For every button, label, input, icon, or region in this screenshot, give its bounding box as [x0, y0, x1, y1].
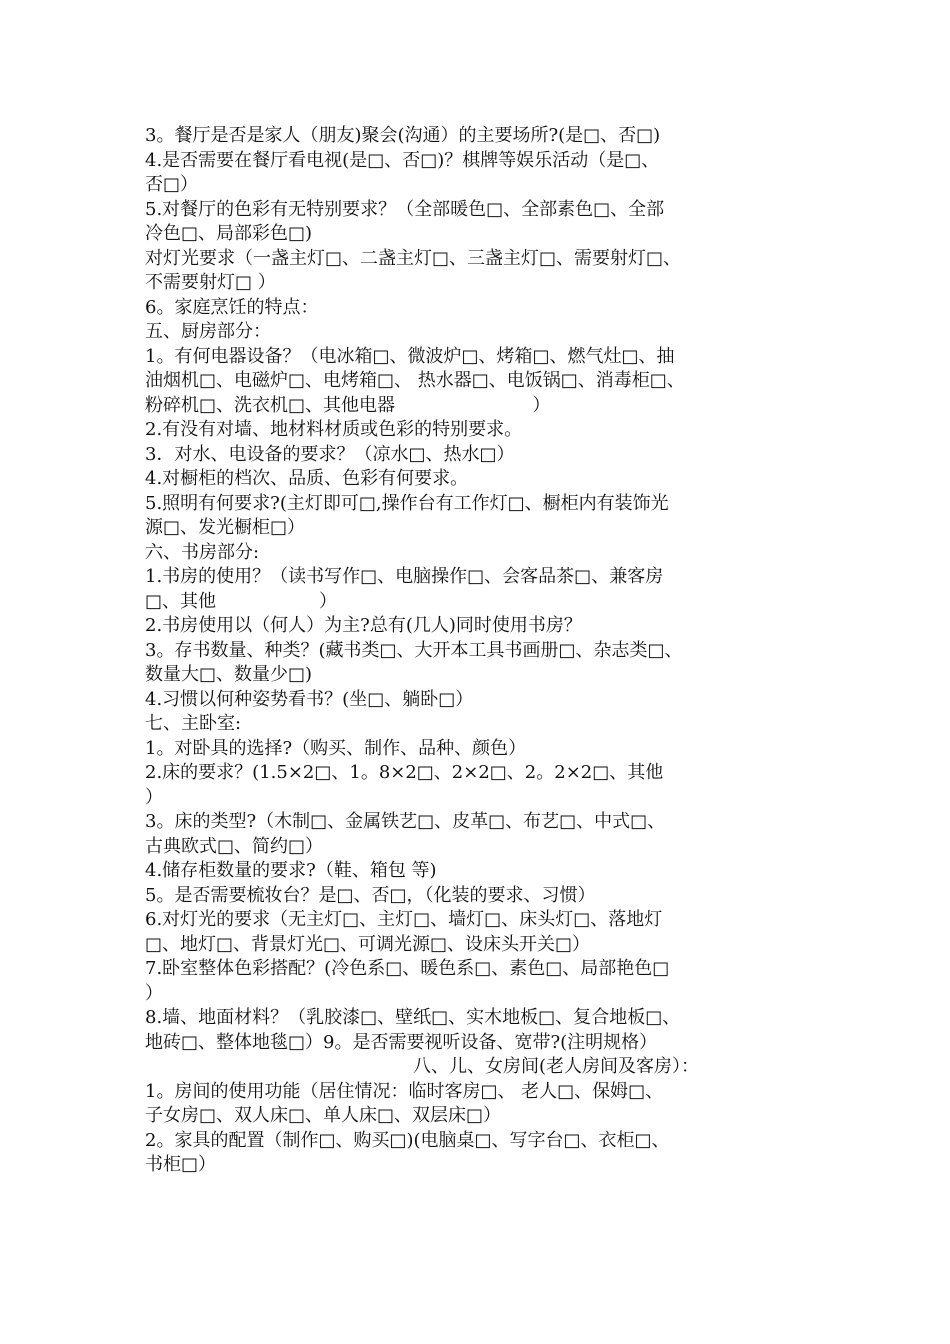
text-line: 5.照明有何要求?(主灯即可□,操作台有工作灯□、橱柜内有装饰光 [145, 492, 669, 514]
text-line: 8.墙、地面材料？（乳胶漆□、壁纸□、实木地板□、复合地板□、 [145, 1007, 681, 1028]
document-body [145, 124, 835, 1178]
text-line: 地砖□、整体地毯□）9。是否需要视听设备、宽带?(注明规格） [145, 1031, 658, 1053]
text-line: 对灯光要求（一盏主灯□、二盏主灯□、三盏主灯□、需要射灯□、 [145, 247, 682, 269]
text-line: 5。是否需要梳妆台？是□、否□，（化装的要求、习惯） [145, 884, 596, 906]
text-line: ） [145, 786, 163, 808]
text-line: 4.对橱柜的档次、品质、色彩有何要求。 [145, 468, 469, 489]
text-line: 3。存书数量、种类？(藏书类□、大开本工具书画册□、杂志类□、 [145, 639, 683, 661]
text-line: 冷色□、局部彩色□) [145, 223, 313, 244]
text-line: 不需要射灯□ ） [145, 272, 276, 293]
text-line: 7.卧室整体色彩搭配？(冷色系□、暖色系□、素色□、局部艳色□ [145, 958, 670, 979]
text-line: 2.有没有对墙、地材料材质或色彩的特别要求。 [145, 419, 523, 440]
text-line: 3．对水、电设备的要求？（凉水□、热水□） [145, 443, 515, 465]
text-line: 5.对餐厅的色彩有无特别要求？（全部暖色□、全部素色□、全部 [145, 198, 665, 220]
text-line: 古典欧式□、简约□） [145, 835, 324, 857]
text-line: □、其他 ） [145, 590, 337, 612]
text-line: 2.书房使用以（何人）为主?总有(几人)同时使用书房？ [145, 615, 582, 636]
text-line: 源□、发光橱柜□） [145, 517, 306, 538]
text-line: 否□） [145, 174, 199, 195]
section-heading-master-bedroom: 七、主卧室: [145, 713, 242, 734]
text-line: 4.是否需要在餐厅看电视(是□、否□)？棋牌等娱乐活动（是□、 [145, 149, 660, 171]
text-line: 2。家具的配置（制作□、购买□)(电脑桌□、写字台□、衣柜□、 [145, 1129, 670, 1151]
text-line: 子女房□、双人床□、单人床□、双层床□） [145, 1105, 502, 1126]
text-line: 1.书房的使用？（读书写作□、电脑操作□、会客品茶□、兼客房 [145, 566, 664, 587]
text-line: 1。有何电器设备？（电冰箱□、微波炉□、烤箱□、燃气灶□、抽 [145, 345, 675, 367]
section-heading-children-room: 八、儿、女房间(老人房间及客房）： [413, 1056, 700, 1077]
text-line: 6。家庭烹饪的特点： [145, 296, 319, 318]
text-line: 3。餐厅是否是家人（朋友)聚会(沟通）的主要场所?(是□、否□) [145, 125, 661, 146]
text-line: 书柜□） [145, 1154, 217, 1175]
text-line: 粉碎机□、洗衣机□、其他电器 ） [145, 394, 551, 416]
text-line: 数量大□、数量少□) [145, 664, 313, 685]
text-line: 3。床的类型?（木制□、金属铁艺□、皮革□、布艺□、中式□、 [145, 811, 666, 832]
text-line: 6.对灯光的要求（无主灯□、主灯□、墙灯□、床头灯□、落地灯 [145, 909, 663, 930]
section-heading-study: 六、书房部分: [145, 541, 260, 563]
text-line: 1。房间的使用功能（居住情况：临时客房□、 老人□、保姆□、 [145, 1080, 664, 1102]
text-line: 1。对卧具的选择?（购买、制作、品种、颜色） [145, 737, 527, 759]
text-line: 4.储存柜数量的要求?（鞋、箱包 等) [145, 860, 437, 881]
text-line: 油烟机□、电磁炉□、电烤箱□、 热水器□、电饭锅□、消毒柜□、 [145, 370, 685, 391]
section-heading-kitchen: 五、厨房部分： [145, 321, 271, 342]
text-line: 2.床的要求？(1.5×2□、1。8×2□、2×2□、2。2×2□、其他 [145, 762, 664, 783]
text-line: ） [145, 982, 163, 1004]
text-line: □、地灯□、背景灯光□、可调光源□、设床头开关□） [145, 933, 591, 955]
text-line: 4.习惯以何种姿势看书？(坐□、躺卧□） [145, 688, 474, 710]
